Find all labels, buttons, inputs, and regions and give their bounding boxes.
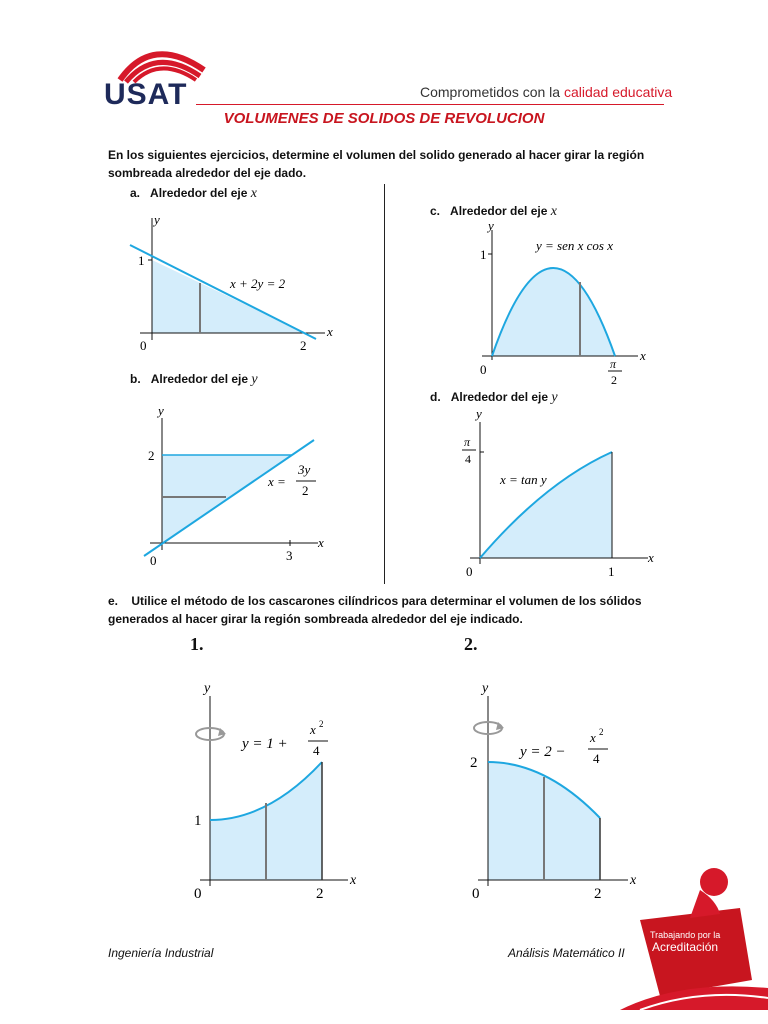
label-d: d. Alrededor del eje y — [430, 390, 558, 405]
graph-a-ytick: 1 — [138, 253, 145, 268]
graph-d-xtick: 1 — [608, 564, 615, 579]
graph-d-ytick-num: π — [464, 435, 471, 449]
graph-e1-eq-den: 4 — [313, 743, 320, 758]
graph-2-number: 2. — [464, 634, 478, 654]
graph-c-xtick-den: 2 — [611, 373, 617, 387]
intro-text: En los siguientes ejercicios, determine el volumen del solido generado al hacer girar la región sombreada alrededor del eje dado. — [108, 148, 645, 180]
graph-c-equation: y = sen x cos x — [536, 238, 613, 253]
graph-e2-origin: 0 — [472, 886, 480, 902]
graph-d-ytick-den: 4 — [465, 452, 471, 466]
graph-c-ytick: 1 — [480, 247, 487, 262]
graph-d-region — [480, 452, 612, 558]
graph-b-eq-left: x = — [268, 474, 286, 489]
graph-e1-origin: 0 — [194, 886, 202, 902]
graph-e2-eq-den: 4 — [593, 751, 600, 766]
graph-a-equation: x + 2y = 2 — [230, 276, 286, 291]
graph-d-origin: 0 — [466, 564, 473, 579]
graph-e1 — [178, 672, 374, 912]
graph-c-ylabel: y — [488, 218, 494, 233]
slogan: Comprometidos con la calidad educativa — [420, 84, 673, 100]
graph-e1-xlabel: x — [350, 873, 357, 888]
graph-e1-eq-num: x — [310, 722, 316, 737]
graph-e2-eq-exp: 2 — [599, 727, 604, 737]
graph-e2-xtick: 2 — [594, 886, 602, 902]
graph-b-xlabel: x — [318, 535, 324, 550]
graph-a-xtick: 2 — [300, 338, 307, 353]
column-divider — [384, 184, 385, 584]
label-a: a. Alrededor del eje x — [130, 186, 257, 201]
footer-left: Ingeniería Industrial — [108, 946, 214, 960]
part-e-text: e. Utilice el método de los cascarones cilíndricos para determinar el volumen de los sólidos generados al hacer girar la región sombreada alrededor del eje indicado. — [108, 594, 642, 626]
graph-e1-xtick: 2 — [316, 886, 324, 902]
graph-1-number: 1. — [190, 634, 204, 654]
graph-e2-xlabel: x — [630, 873, 637, 888]
graph-b-eq-den: 2 — [302, 483, 309, 498]
rotation-arrow-icon-1 — [196, 728, 226, 740]
graph-d-ylabel: y — [476, 406, 482, 421]
graph-e2-ylabel: y — [482, 681, 489, 696]
graph-a-ylabel: y — [154, 212, 160, 227]
graph-e1-ytick: 1 — [194, 813, 202, 829]
graph-b-ylabel: y — [158, 403, 164, 418]
graph-d-equation: x = tan y — [500, 472, 547, 487]
header-divider — [196, 104, 664, 105]
graph-a — [120, 208, 350, 358]
rotation-arrow-icon-2 — [474, 722, 504, 734]
label-b: b. Alrededor del eje y — [130, 372, 258, 387]
graph-b-eq-num: 3y — [298, 462, 311, 477]
footer-right: Análisis Matemático II — [508, 946, 625, 960]
graph-d-xlabel: x — [648, 550, 654, 565]
graph-e2-eq-left: y = 2 − — [520, 744, 566, 760]
graph-c-xlabel: x — [640, 348, 646, 363]
graph-c-xtick-num: π — [610, 357, 617, 371]
graph-e2-eq-num: x — [590, 730, 596, 745]
logo: USAT — [104, 78, 188, 111]
graph-b-xtick: 3 — [286, 548, 293, 563]
graph-e1-eq-exp: 2 — [319, 719, 324, 729]
graph-c-origin: 0 — [480, 362, 487, 377]
graph-b-origin: 0 — [150, 553, 157, 568]
graph-a-origin: 0 — [140, 338, 147, 353]
graph-e1-eq-left: y = 1 + — [242, 736, 288, 752]
graph-c — [450, 218, 660, 390]
graph-e1-ylabel: y — [204, 681, 211, 696]
graph-b-ytick: 2 — [148, 448, 155, 463]
graph-e2-ytick: 2 — [470, 755, 478, 771]
label-c: c. Alrededor del eje x — [430, 204, 557, 219]
puzzle-line-1: Trabajando por la — [650, 930, 721, 940]
graph-a-xlabel: x — [327, 324, 333, 339]
puzzle-line-2: Acreditación — [652, 940, 719, 954]
graph-d — [450, 404, 660, 584]
graph-b — [120, 400, 350, 575]
page-title: VOLUMENES DE SOLIDOS DE REVOLUCION — [223, 110, 545, 127]
